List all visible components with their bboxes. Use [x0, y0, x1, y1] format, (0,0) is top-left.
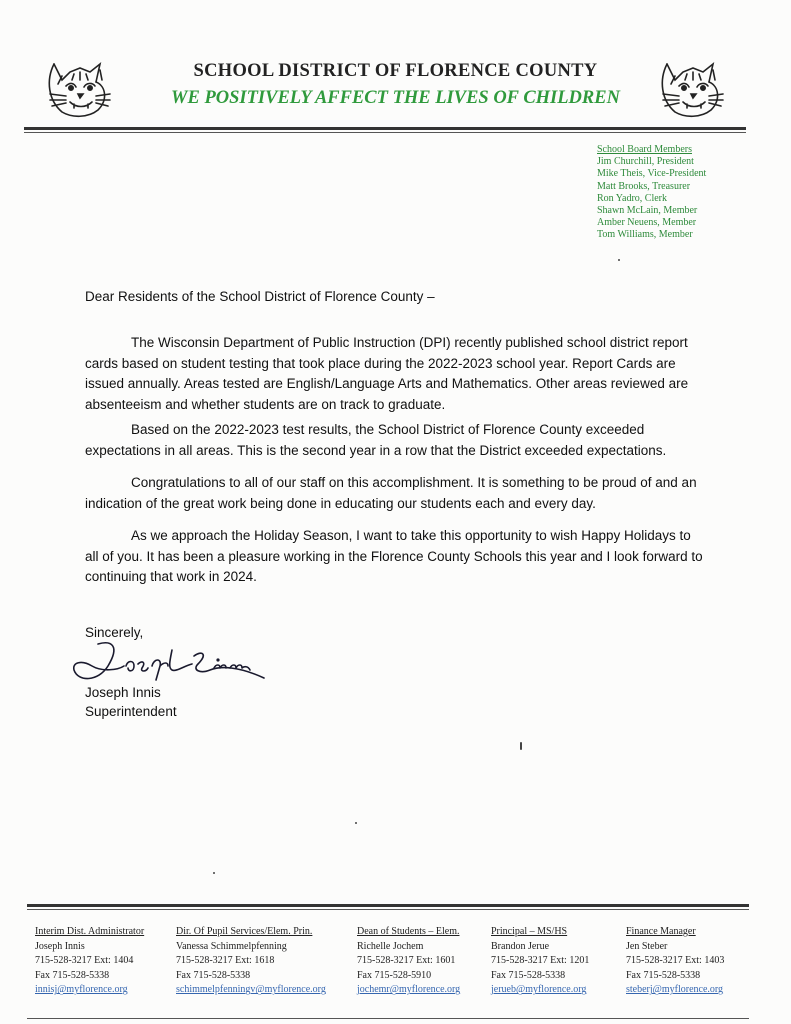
board-heading: School Board Members — [597, 144, 692, 155]
contact-fax: Fax 715-528-5338 — [35, 969, 110, 981]
district-name: SCHOOL DISTRICT OF FLORENCE COUNTY — [193, 61, 598, 81]
signer-title: Superintendent — [85, 704, 177, 719]
letter-paragraph: Congratulations to all of our staff on this accomplishment. It is something to be proud of and an indication of the great work being done in educating our students each and every day. — [85, 475, 697, 511]
contact-fax: Fax 715-528-5338 — [491, 969, 566, 981]
footer-contact — [626, 925, 756, 998]
footer-bottom-rule — [27, 1018, 749, 1019]
board-member: Matt Brooks, Treasurer — [597, 180, 691, 192]
board-member: Tom Williams, Member — [597, 229, 693, 241]
contact-name: Jen Steber — [626, 940, 668, 952]
contact-title: Dean of Students – Elem. — [357, 926, 460, 937]
footer-contact — [357, 925, 487, 998]
contact-email-link[interactable]: jochemr@myflorence.org — [357, 984, 461, 996]
bobcat-head-icon — [40, 50, 118, 120]
letter-paragraph: The Wisconsin Department of Public Instruction (DPI) recently published school district report cards based on student testing that took place during the 2022-2023 school year. Report Cards are issued annually. Areas tested are English/Language Arts and Mathematics. Other areas reviewed are absenteeism and whether students are on track to graduate. — [85, 335, 689, 412]
district-motto: WE POSITIVELY AFFECT THE LIVES OF CHILDREN — [171, 88, 620, 108]
board-member: Jim Churchill, President — [597, 156, 694, 168]
contact-phone: 715-528-3217 Ext: 1601 — [357, 955, 456, 967]
contact-name: Richelle Jochem — [357, 940, 424, 952]
contact-name: Brandon Jerue — [491, 940, 550, 952]
footer-contact — [35, 925, 195, 998]
contact-name: Joseph Innis — [35, 940, 85, 952]
school-board-list — [597, 144, 706, 242]
letter-paragraph: Based on the 2022-2023 test results, the School District of Florence County exceeded expectations in all areas. This is the second year in a row that the District exceeded expectations. — [85, 422, 667, 458]
signature — [68, 636, 278, 690]
signer-name: Joseph Innis — [85, 685, 161, 700]
contact-phone: 715-528-3217 Ext: 1201 — [491, 955, 590, 967]
contact-email-link[interactable]: steberj@myflorence.org — [626, 984, 724, 996]
letter-paragraph: As we approach the Holiday Season, I want to take this opportunity to wish Happy Holidays to all of you. It has been a pleasure working in the Florence County Schools this year and I look forward to continuing that work in 2024. — [85, 528, 703, 584]
footer-contact — [176, 925, 351, 998]
header-divider-thin — [24, 132, 746, 133]
contact-email-link[interactable]: schimmelpfenningv@myflorence.org — [176, 984, 326, 996]
footer-divider — [27, 904, 749, 907]
letter-salutation: Dear Residents of the School District of Florence County – — [85, 289, 435, 304]
header-divider — [24, 127, 746, 130]
contact-phone: 715-528-3217 Ext: 1618 — [176, 955, 275, 967]
contact-title: Interim Dist. Administrator — [35, 926, 145, 937]
board-member: Amber Neuens, Member — [597, 217, 697, 229]
contact-email-link[interactable]: innisj@myflorence.org — [35, 984, 128, 996]
scan-speck — [355, 822, 357, 824]
board-member: Ron Yadro, Clerk — [597, 192, 668, 204]
board-member: Shawn McLain, Member — [597, 205, 698, 217]
board-member: Mike Theis, Vice-President — [597, 168, 707, 180]
scan-speck — [520, 742, 522, 750]
contact-title: Dir. Of Pupil Services/Elem. Prin. — [176, 926, 313, 937]
scan-speck — [618, 259, 620, 261]
contact-phone: 715-528-3217 Ext: 1404 — [35, 955, 134, 967]
letter-closing: Sincerely, — [85, 625, 144, 640]
scan-speck — [213, 872, 215, 874]
contact-phone: 715-528-3217 Ext: 1403 — [626, 955, 725, 967]
contact-fax: Fax 715-528-5338 — [626, 969, 701, 981]
contact-title: Principal – MS/HS — [491, 926, 568, 937]
contact-email-link[interactable]: jerueb@myflorence.org — [491, 984, 587, 996]
footer-divider-thin — [27, 909, 749, 910]
footer-contact — [491, 925, 621, 998]
contact-fax: Fax 715-528-5338 — [176, 969, 251, 981]
contact-name: Vanessa Schimmelpfenning — [176, 940, 287, 952]
contact-title: Finance Manager — [626, 926, 696, 937]
contact-fax: Fax 715-528-5910 — [357, 969, 432, 981]
